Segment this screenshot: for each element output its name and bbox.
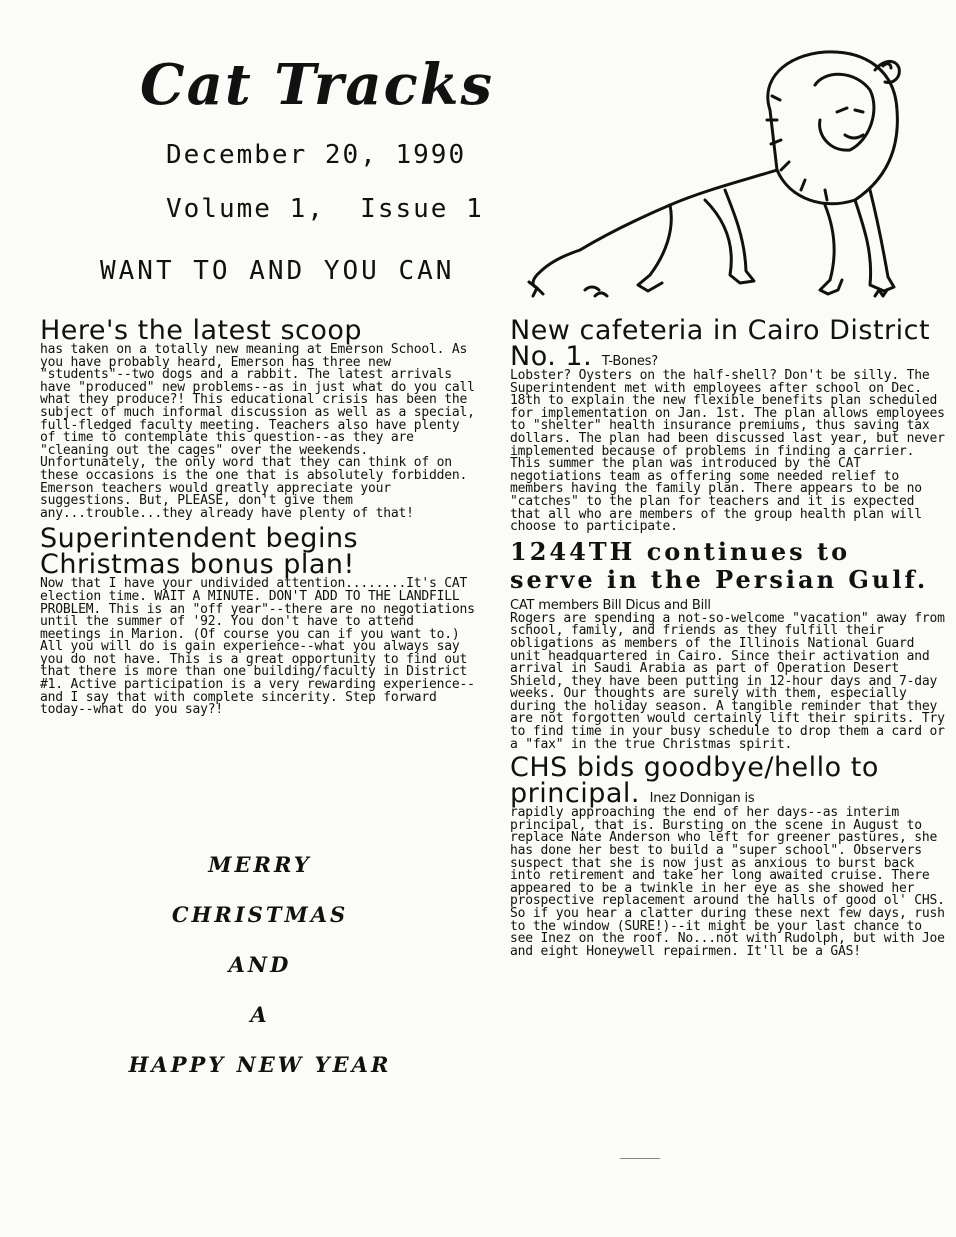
masthead-title: Cat Tracks bbox=[140, 52, 495, 118]
greeting-line: AND bbox=[228, 952, 292, 977]
lion-icon bbox=[525, 40, 915, 305]
right-column bbox=[510, 315, 945, 959]
article-scoop bbox=[40, 315, 475, 521]
article-body: has taken on a totally new meaning at Emerson School. As you have probably heard, Emerson has three new "students"--two dogs and a rabbit. The latest arrivals have "produced" new problems--as in just what do you call what they produce?! This educational crisis has been the subject of much informal discussion as well as a special, full-fledged faculty meeting. Teachers also have plenty of time to contemplate this question--as they are "cleaning out the cages" over the weekends. Unfortunately, the only word that they can think of on these occasions is the one that is absolutely forbidden. Emerson teachers would greatly appreciate your suggestions. But, PLEASE, don't give them any...trouble...they already have plenty of that! bbox=[40, 342, 475, 521]
article-body: Lobster? Oysters on the half-shell? Don't be silly. The Superintendent met with employees after school on Dec. 18th to explain the new flexible benefits plan scheduled for implementation on Jan. 1st. The plan allows employees to "shelter" health insurance premiums, thus saving tax dollars. The plan had been discussed last year, but never implemented because of problems in finding a carrier. This summer the plan was introduced by the CAT negotiations team as offering some needed relief to members having the family plan. There appears to be no "catches" to the plan for teachers and it is expected that all who are members of the group health plan will choose to participate. bbox=[510, 368, 945, 535]
article-headline: Superintendent begins Christmas bonus plan! bbox=[40, 523, 359, 581]
left-column bbox=[40, 315, 475, 718]
article-cafeteria bbox=[510, 315, 945, 535]
greeting-line: A bbox=[250, 1002, 270, 1027]
article-lead: Inez Donnigan is bbox=[649, 791, 755, 807]
masthead-tagline: WANT TO AND YOU CAN bbox=[100, 256, 455, 286]
article-body: rapidly approaching the end of her days--as interim principal, that is. Bursting on the scene in August to replace Nate Anderson who left for greener pastures, she has done her best to build a "super school". Observers suspect that she is now just as anxious to burst back into retirement and take her long awaited cruise. There appeared to be a twinkle in her eye as she showed her prospective replacement around the halls of good ol' CHS. So if you hear a clatter during these next few days, rush to the window (SURE!)--it might be your last chance to see Inez on the roof. No...not with Rudolph, but with Joe and eight Honeywell repairmen. It'll be a GAS! bbox=[510, 805, 945, 959]
article-principal bbox=[510, 752, 945, 959]
issue-date: December 20, 1990 bbox=[166, 140, 467, 170]
scan-mark bbox=[620, 1158, 660, 1159]
article-headline: New cafeteria in Cairo District No. 1. bbox=[510, 315, 931, 372]
article-lead: CAT members Bill Dicus and Bill bbox=[510, 597, 711, 613]
greeting-line: CHRISTMAS bbox=[171, 902, 349, 927]
article-body: Rogers are spending a not-so-welcome "vacation" away from school, family, and friends as they fulfill their obligations as members of the Illinois National Guard unit headquartered in Cairo. Since their activation and arrival in Saudi Arabia as part of Operation Desert Shield, they have been putting in 12-hour days and 7-day weeks. Our thoughts are surely with them, especially during the holiday season. A tangible reminder that they are not forgotten would certainly lift their spirits. Try to find time in your busy schedule to drop them a card or a "fax" in the true Christmas spirit. bbox=[510, 610, 945, 752]
greeting-line: HAPPY NEW YEAR bbox=[128, 1052, 392, 1077]
article-superintendent bbox=[40, 523, 475, 718]
greeting-line: MERRY bbox=[208, 852, 312, 877]
article-persian-gulf bbox=[510, 538, 945, 752]
article-headline: Here's the latest scoop bbox=[40, 315, 363, 346]
article-lead: T-Bones? bbox=[601, 354, 658, 369]
article-headline: CHS bids goodbye/hello to principal. bbox=[510, 752, 879, 810]
article-body: Now that I have your undivided attention........It's CAT election time. WAIT A MINUTE. DON'T ADD TO THE LANDFILL PROBLEM. This is an "off year"--there are no negotiations until the summer of '92. You don't have to attend meetings in Marion. (Of course you can if you want to.) All you will do is gain experience--what you always say you do not have. This is a great opportunity to find out that there is more than one building/faculty in District #1. Active participation is a very rewarding experience--and I say that with complete sincerity. Step forward today--what do you say?! bbox=[40, 576, 475, 718]
issue-volume: Volume 1, Issue 1 bbox=[166, 194, 484, 224]
article-headline: 1244TH continues to serve in the Persian Gulf. bbox=[510, 536, 929, 594]
